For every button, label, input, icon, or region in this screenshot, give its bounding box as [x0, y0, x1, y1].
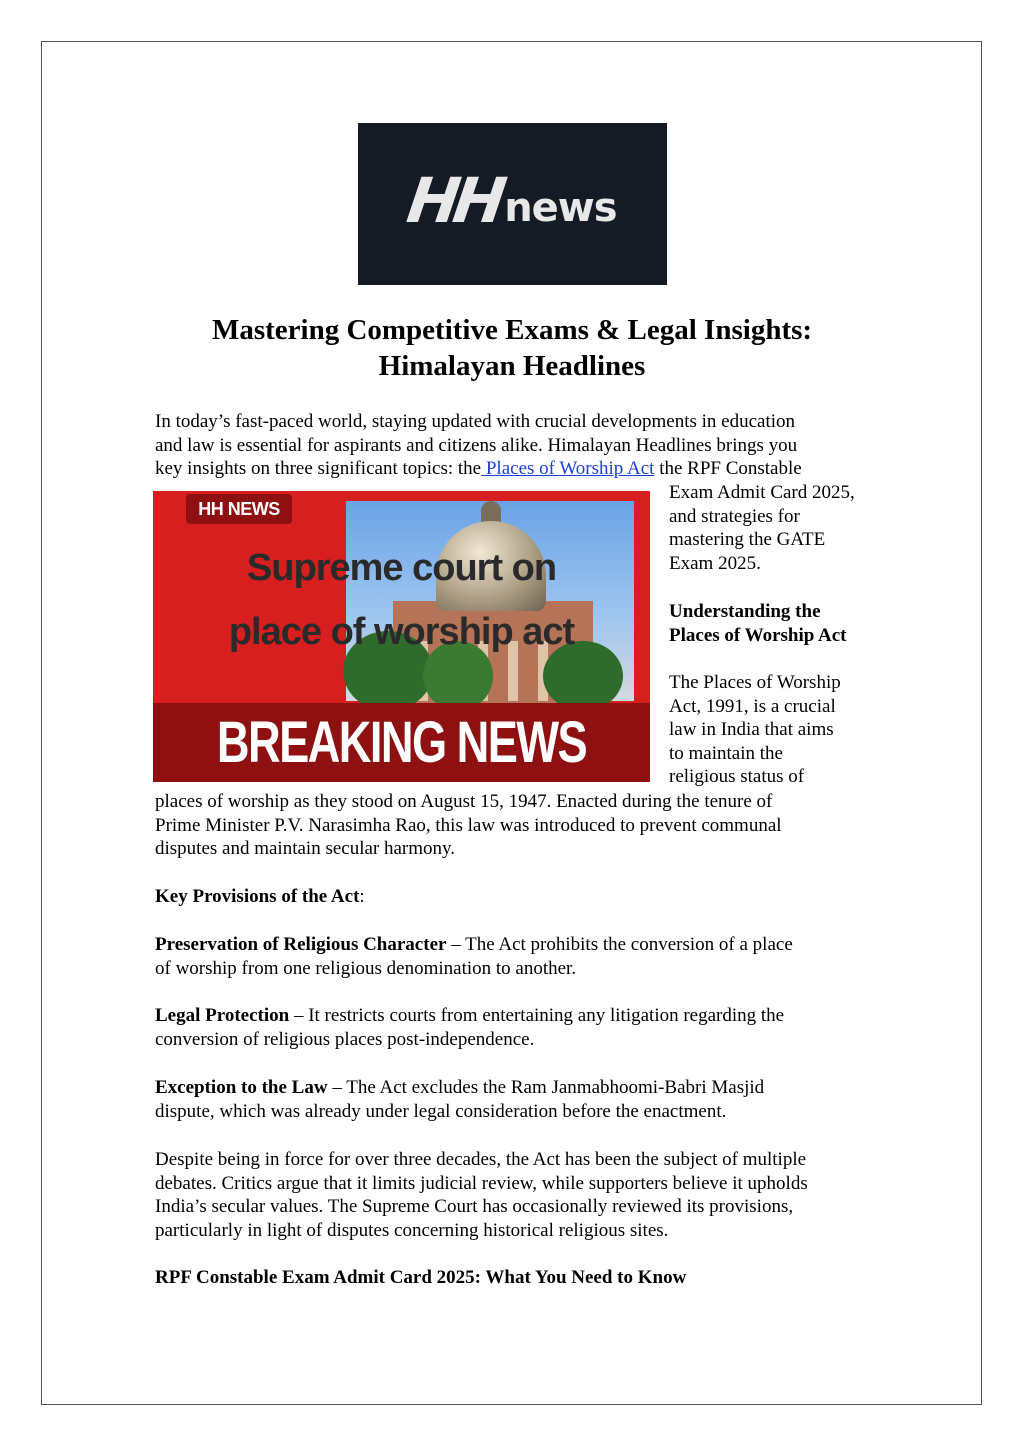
provision-line-1 [155, 933, 895, 957]
provision-item [155, 1004, 895, 1051]
provision-term: Legal Protection [155, 1005, 290, 1026]
section1-line-2: Prime Minister P.V. Narasimha Rao, this law was introduced to prevent communal [155, 814, 782, 836]
section1-line-1: places of worship as they stood on August 15, 1947. Enacted during the tenure of [155, 791, 773, 812]
image-headline-2: place of worship act [228, 611, 575, 653]
provision-line-1 [155, 1004, 895, 1028]
hh-news-logo [358, 123, 667, 285]
provision-line-2: dispute, which was already under legal consideration before the enactment. [155, 1100, 727, 1122]
hh-news-badge: HH NEWS [186, 494, 292, 524]
intro-wrap-column [669, 481, 884, 575]
provision-line-2: conversion of religious places post-independence. [155, 1028, 535, 1050]
section1-wrap-4: to maintain the [669, 742, 783, 764]
section1-heading-2: Places of Worship Act [669, 624, 847, 646]
key-provisions-heading [155, 885, 895, 909]
section-heading-rpf-admit-card: RPF Constable Exam Admit Card 2025: What You Need to Know [155, 1267, 687, 1288]
provision-item [155, 1076, 895, 1123]
provision-term: Preservation of Religious Character [155, 934, 447, 955]
section1-wrap-column [669, 671, 884, 789]
breaking-news-image [153, 491, 650, 782]
intro-line-2: and law is essential for aspirants and citizens alike. Himalayan Headlines brings you [155, 434, 798, 456]
title-line-1: Mastering Competitive Exams & Legal Insights: [211, 314, 813, 346]
page-title [100, 312, 924, 384]
intro-line-3-tail: the RPF Constable [654, 458, 802, 480]
intro-wrap-3: mastering the GATE [669, 529, 826, 551]
section1-line-3: disputes and maintain secular harmony. [155, 838, 456, 860]
debate-line-2: debates. Critics argue that it limits judicial review, while supporters believe it upholds [155, 1172, 808, 1194]
debate-line-1: Despite being in force for over three decades, the Act has been the subject of multiple [155, 1149, 807, 1170]
provision-term: Exception to the Law [155, 1077, 328, 1098]
key-provisions-colon: : [359, 886, 365, 907]
provision-text: – It restricts courts from entertaining any litigation regarding the [289, 1005, 785, 1026]
debate-line-3: India’s secular values. The Supreme Court has occasionally reviewed its provisions, [155, 1196, 794, 1218]
section1-wrap-3: law in India that aims [669, 719, 834, 741]
key-provisions-title: Key Provisions of the Act [155, 886, 360, 907]
provision-item [155, 933, 895, 980]
section1-wrap-1: The Places of Worship [669, 672, 841, 693]
provision-line-2: of worship from one religious denomination to another. [155, 957, 577, 979]
places-of-worship-act-link[interactable]: Places of Worship Act [481, 458, 655, 480]
intro-wrap-1: Exam Admit Card 2025, [669, 482, 855, 503]
title-line-2: Himalayan Headlines [378, 350, 646, 382]
section1-heading-1: Understanding the [669, 601, 821, 622]
image-headline-1: Supreme court on [246, 547, 557, 589]
intro-line-3 [155, 457, 895, 481]
debate-line-4: particularly in light of disputes concerning historical religious sites. [155, 1219, 669, 1241]
logo-mark: HH [403, 163, 506, 237]
provision-line-1 [155, 1076, 895, 1100]
section1-wrap-2: Act, 1991, is a crucial [669, 695, 836, 717]
breaking-news-banner: BREAKING NEWS [216, 710, 587, 775]
logo-word: news [504, 185, 617, 231]
section-heading-places-of-worship [669, 600, 884, 647]
intro-line-1: In today’s fast-paced world, staying updated with crucial developments in education [155, 411, 796, 432]
debate-paragraph [155, 1148, 895, 1242]
provision-text: – The Act excludes the Ram Janmabhoomi-Babri Masjid [327, 1077, 765, 1098]
intro-wrap-2: and strategies for [669, 505, 800, 527]
provision-text: – The Act prohibits the conversion of a place [446, 934, 793, 955]
intro-paragraph [155, 410, 895, 481]
section1-wrap-5: religious status of [669, 766, 805, 788]
section1-paragraph [155, 790, 895, 861]
intro-wrap-4: Exam 2025. [669, 552, 761, 574]
intro-line-3-text: key insights on three significant topics: the [155, 458, 482, 480]
